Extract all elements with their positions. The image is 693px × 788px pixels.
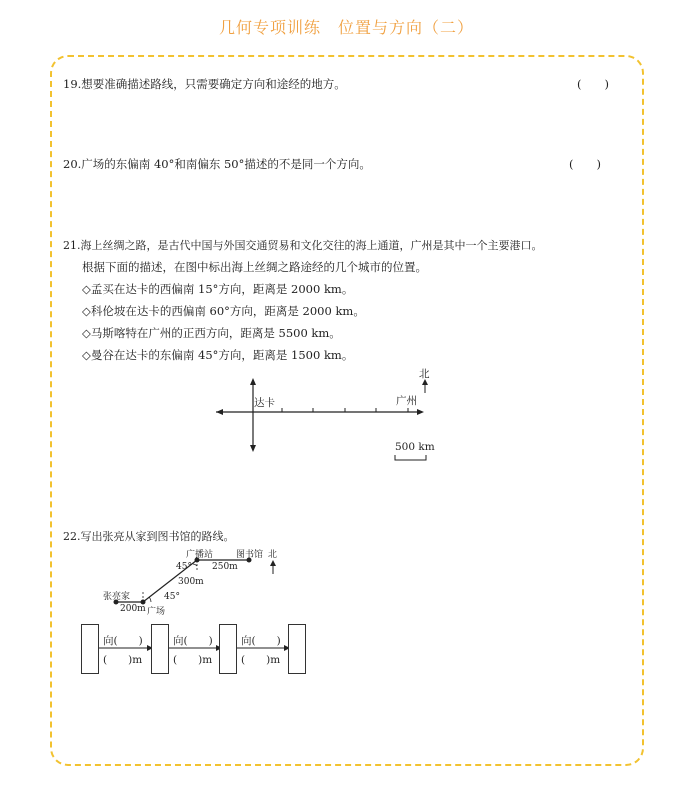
question-21-line2: 根据下面的描述，在图中标出海上丝绸之路途经的几个城市的位置。	[82, 260, 427, 274]
question-20: 20.广场的东偏南 40°和南偏东 50°描述的不是同一个方向。	[63, 157, 371, 171]
q22-distance-blank-3[interactable]: ( )m	[241, 654, 281, 666]
q22-angle-arc-1	[149, 597, 151, 602]
q22-answer-box-2[interactable]	[151, 624, 169, 674]
q21-item-2: ◇科伦坡在达卡的西偏南 60°方向，距离是 2000 km。	[82, 304, 365, 318]
q21-scale-label: 500 km	[395, 441, 435, 453]
q21-item-4: ◇曼谷在达卡的东偏南 45°方向，距离是 1500 km。	[82, 348, 354, 362]
question-19: 19.想要准确描述路线，只需要确定方向和途经的地方。	[63, 77, 346, 91]
q22-station-label: 广播站	[186, 550, 214, 560]
q22-square-label: 广场	[147, 607, 166, 617]
q22-direction-blank-1[interactable]: 向( )	[103, 635, 143, 647]
north-arrow-head-22	[270, 560, 276, 566]
q22-distance-1: 200m	[120, 604, 146, 614]
q22-distance-blank-1[interactable]: ( )m	[103, 654, 143, 666]
question-22: 22.写出张亮从家到图书馆的路线。	[63, 530, 235, 543]
q22-answer-box-3[interactable]	[219, 624, 237, 674]
q22-home-label: 张亮家	[103, 592, 131, 602]
page-title: 几何专项训练 位置与方向（二）	[218, 18, 474, 37]
q21-item-3: ◇马斯喀特在广州的正西方向，距离是 5500 km。	[82, 326, 341, 340]
answer-blank-20[interactable]: ( )	[569, 157, 601, 171]
q22-angle-label-1: 45°	[176, 562, 192, 572]
q22-library-label: 图书馆	[236, 550, 264, 560]
answer-blank-19[interactable]: ( )	[577, 77, 609, 91]
q22-angle-arc-2	[193, 564, 197, 566]
q22-distance-2: 300m	[178, 577, 204, 587]
q22-direction-blank-3[interactable]: 向( )	[241, 635, 281, 647]
q21-city-guangzhou: 广州	[396, 395, 417, 407]
question-21-line1: 21.海上丝绸之路，是古代中国与外国交通贸易和文化交往的海上通道，广州是其中一个主要港口。	[63, 239, 543, 252]
q21-city-dhaka: 达卡	[254, 397, 275, 409]
q22-direction-blank-2[interactable]: 向( )	[173, 635, 213, 647]
q22-north-label: 北	[268, 550, 278, 560]
q21-item-1: ◇孟买在达卡的西偏南 15°方向，距离是 2000 km。	[82, 282, 354, 296]
q22-angle-label-2: 45°	[164, 592, 180, 602]
q22-answer-box-1[interactable]	[81, 624, 99, 674]
q22-distance-blank-2[interactable]: ( )m	[173, 654, 213, 666]
q22-answer-box-4[interactable]	[288, 624, 306, 674]
q22-distance-3: 250m	[212, 562, 238, 572]
q21-north-label: 北	[419, 368, 430, 380]
